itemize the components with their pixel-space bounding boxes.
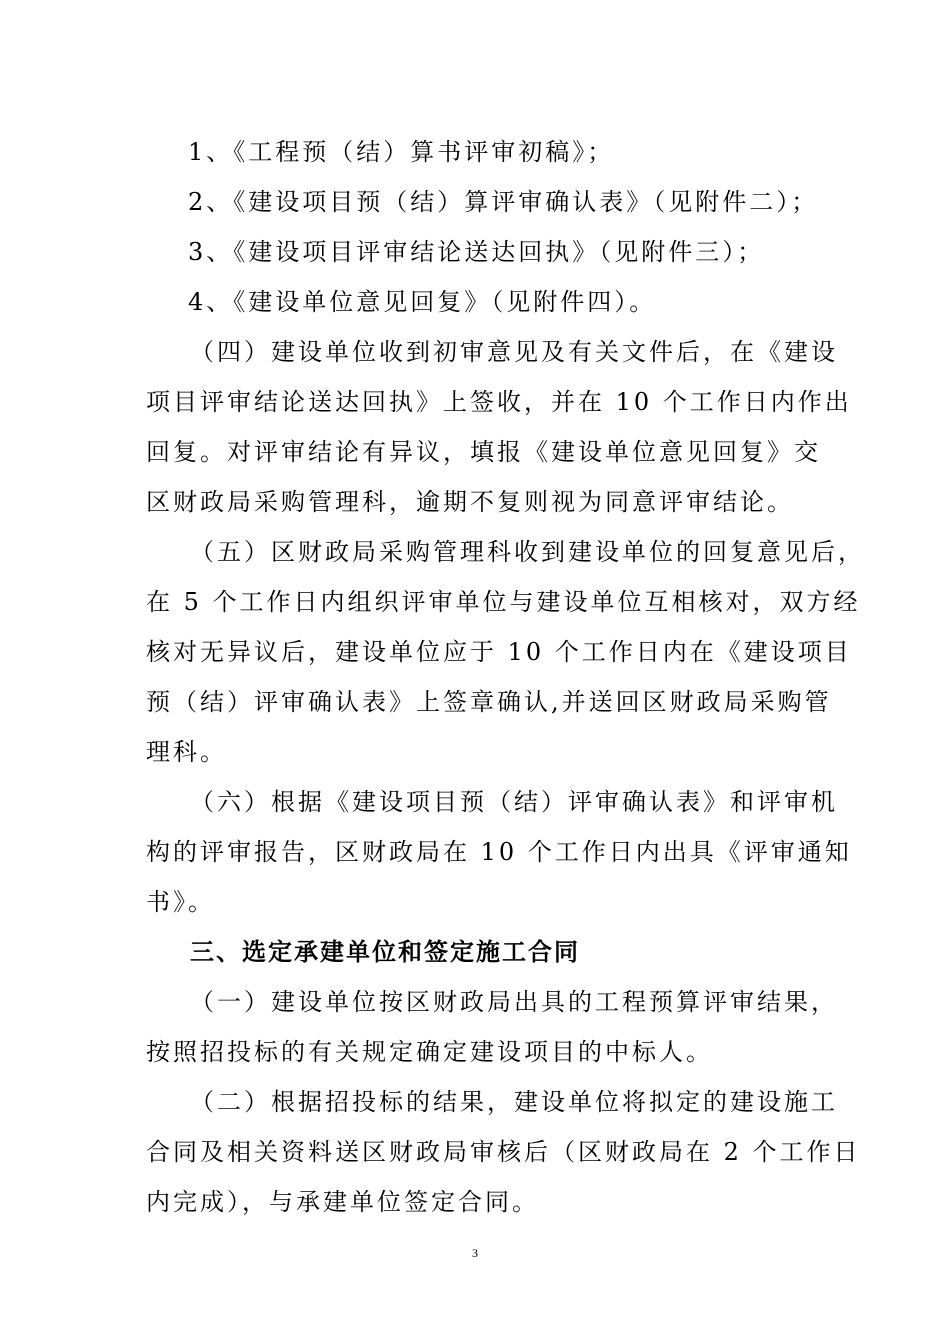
paragraph-line: 项目评审结论送达回执》上签收，并在 10 个工作日内作出: [146, 388, 852, 416]
list-item-1: 1、《工程预（结）算书评审初稿》；: [188, 138, 615, 166]
paragraph-line: 区财政局采购管理科，逾期不复则视为同意评审结论。: [146, 488, 794, 516]
paragraph-line: （一）建设单位按区财政局出具的工程预算评审结果，: [190, 988, 838, 1016]
section-heading: 三、选定承建单位和签定施工合同: [190, 937, 580, 966]
paragraph-line: 理科。: [146, 738, 227, 766]
list-item-2: 2、《建设项目预（结）算评审确认表》（见附件二）；: [188, 188, 819, 216]
paragraph-line: 构的评审报告，区财政局在 10 个工作日内出具《评审通知: [146, 838, 852, 866]
page-number: 3: [472, 1246, 478, 1260]
paragraph-line: （六）根据《建设项目预（结）评审确认表》和评审机: [190, 788, 838, 816]
paragraph-line: 合同及相关资料送区财政局审核后（区财政局在 2 个工作日: [146, 1138, 861, 1166]
paragraph-line: （五）区财政局采购管理科收到建设单位的回复意见后，: [190, 538, 865, 566]
paragraph-line: 回复。对评审结论有异议，填报《建设单位意见回复》交: [146, 438, 821, 466]
paragraph-line: （二）根据招投标的结果，建设单位将拟定的建设施工: [190, 1088, 838, 1116]
paragraph-line: 按照招投标的有关规定确定建设项目的中标人。: [146, 1038, 713, 1066]
paragraph-line: 核对无异议后，建设单位应于 10 个工作日内在《建设项目: [146, 638, 852, 666]
paragraph-line: （四）建设单位收到初审意见及有关文件后，在《建设: [190, 338, 838, 366]
paragraph-line: 内完成），与承建单位签定合同。: [146, 1188, 539, 1216]
paragraph-line: 在 5 个工作日内组织评审单位与建设单位互相核对，双方经: [146, 588, 861, 616]
list-item-3: 3、《建设项目评审结论送达回执》（见附件三）；: [188, 238, 765, 266]
list-item-4: 4、《建设单位意见回复》（见附件四）。: [188, 288, 657, 316]
paragraph-line: 书》。: [146, 888, 215, 916]
paragraph-line: 预（结）评审确认表》上签章确认,并送回区财政局采购管: [146, 688, 832, 716]
